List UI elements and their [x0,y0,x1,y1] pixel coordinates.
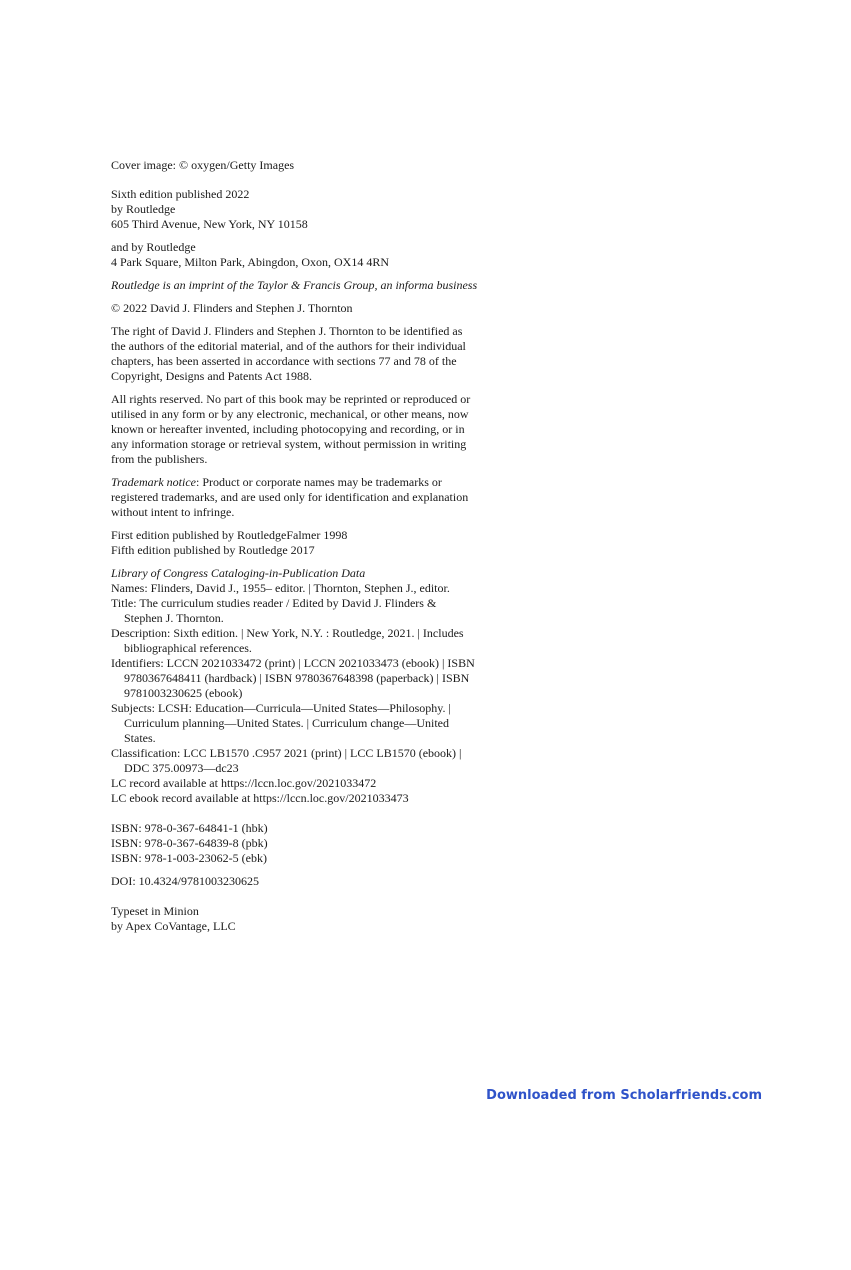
cip-line: Subjects: LCSH: Education—Curricula—United States—Philosophy. | [111,701,451,715]
edition-line: Fifth edition published by Routledge 2017 [111,543,315,557]
typeset-block [111,904,531,934]
trademark-paragraph [111,475,531,520]
moral-rights-line: chapters, has been asserted in accordance with sections 77 and 78 of the [111,354,457,368]
moral-rights-line: The right of David J. Flinders and Stephen J. Thornton to be identified as [111,324,463,338]
publication-uk-line: and by Routledge [111,240,196,254]
trademark-line: without intent to infringe. [111,505,235,519]
trademark-text: : Product or corporate names may be trademarks or [196,475,442,489]
publication-block [111,187,531,232]
cip-line: Curriculum planning—United States. | Curriculum change—United [124,716,450,730]
all-rights-line: any information storage or retrieval system, without permission in writing [111,437,467,451]
cip-line: bibliographical references. [124,641,252,655]
moral-rights-paragraph [111,324,531,384]
isbn-block [111,821,531,866]
all-rights-line: utilised in any form or by any electronic, mechanical, or other means, now [111,407,469,421]
publication-line: by Routledge [111,202,176,216]
trademark-label: Trademark notice [111,475,196,489]
trademark-line: registered trademarks, and are used only for identification and explanation [111,490,469,504]
cip-lines [111,581,531,806]
cip-line: Identifiers: LCCN 2021033472 (print) | LCCN 2021033473 (ebook) | ISBN [111,656,475,670]
publication-uk-block [111,240,531,270]
doi: DOI: 10.4324/9781003230625 [111,874,259,888]
cip-line: LC record available at https://lccn.loc.gov/2021033472 [111,776,377,790]
trademark-line [111,475,531,490]
all-rights-line: from the publishers. [111,452,208,466]
all-rights-line: known or hereafter invented, including photocopying and recording, or in [111,422,465,436]
isbn-line: ISBN: 978-0-367-64839-8 (pbk) [111,836,268,850]
cip-line: Title: The curriculum studies reader / Edited by David J. Flinders & [111,596,437,610]
isbn-line: ISBN: 978-0-367-64841-1 (hbk) [111,821,268,835]
editions-block [111,528,531,558]
cip-line: States. [124,731,156,745]
typeset-line: Typeset in Minion [111,904,199,918]
all-rights-line: All rights reserved. No part of this book may be reprinted or reproduced or [111,392,471,406]
publication-line: Sixth edition published 2022 [111,187,250,201]
cip-line: 9780367648411 (hardback) | ISBN 9780367648398 (paperback) | ISBN [124,671,470,685]
copyright-notice: © 2022 David J. Flinders and Stephen J. Thornton [111,301,353,315]
typeset-line: by Apex CoVantage, LLC [111,919,236,933]
cip-line: Stephen J. Thornton. [124,611,224,625]
publication-line: 605 Third Avenue, New York, NY 10158 [111,217,308,231]
edition-line: First edition published by RoutledgeFalmer 1998 [111,528,348,542]
cip-line: 9781003230625 (ebook) [124,686,243,700]
cip-heading: Library of Congress Cataloging-in-Publication Data [111,566,366,580]
cip-block [111,566,531,806]
all-rights-paragraph [111,392,531,467]
cip-line: Names: Flinders, David J., 1955– editor. | Thornton, Stephen J., editor. [111,581,450,595]
cip-line: Classification: LCC LB1570 .C957 2021 (print) | LCC LB1570 (ebook) | [111,746,462,760]
cip-line: Description: Sixth edition. | New York, N.Y. : Routledge, 2021. | Includes [111,626,464,640]
publication-uk-line: 4 Park Square, Milton Park, Abingdon, Oxon, OX14 4RN [111,255,389,269]
cip-line: DDC 375.00973—dc23 [124,761,239,775]
download-watermark: Downloaded from Scholarfriends.com [486,1088,762,1103]
cover-credit: Cover image: © oxygen/Getty Images [111,158,295,172]
moral-rights-line: the authors of the editorial material, and of the authors for their individual [111,339,466,353]
cip-line: LC ebook record available at https://lccn.loc.gov/2021033473 [111,791,409,805]
moral-rights-line: Copyright, Designs and Patents Act 1988. [111,369,312,383]
isbn-line: ISBN: 978-1-003-23062-5 (ebk) [111,851,267,865]
imprint-statement: Routledge is an imprint of the Taylor & Francis Group, an informa business [111,278,478,292]
copyright-page [111,158,531,934]
